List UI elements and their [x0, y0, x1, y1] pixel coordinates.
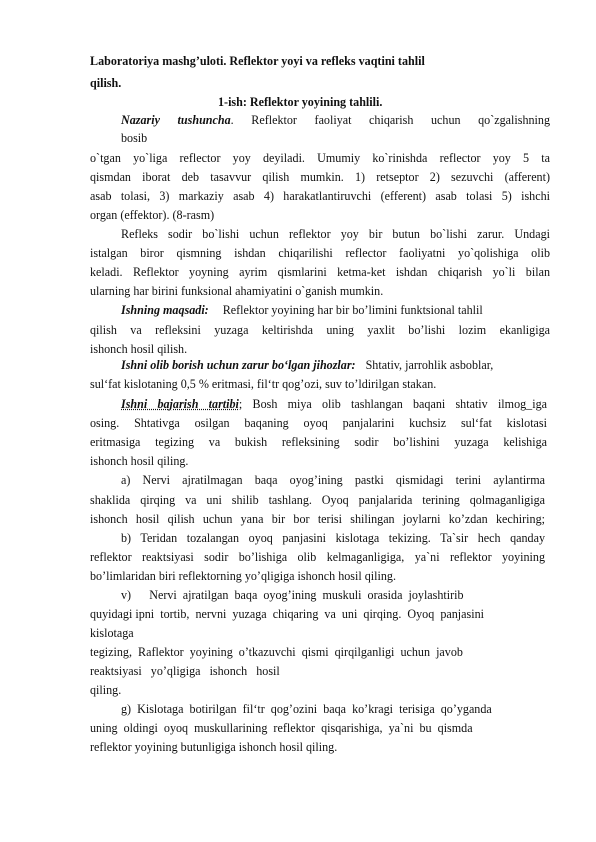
maqsad-line-3: ishonch hosil qilish. [90, 342, 188, 356]
step-v-line-3: kislotaga [90, 626, 134, 640]
jihozlar-line-1: Ishni olib borish uchun zarur bo‘lgan jihozlar: Shtativ, jarrohlik asboblar, [121, 358, 494, 372]
step-b-line-3: bo’limlaridan biri reflektorning yo’qligiga ishonch hosil qiling. [90, 569, 396, 583]
refleks-line-2: istalgan biror qismning ishdan chiqarilishi reflector faoliyatni yo`qolishiga olib [90, 246, 550, 260]
step-a-line-1: a) Nervi ajratilmagan baqa oyog’ining pastki qismidagi terini aylantirma [121, 473, 545, 487]
step-g-line-1: g) Kislotaga botirilgan fil‘tr qog’ozini baqa ko’kragi terisiga qo’yganda [121, 702, 492, 716]
nazariy-line-5: asab tolasi, 3) markaziy asab 4) harakatlantiruvchi (efferent) asab tolasi 5) ishchi [90, 189, 550, 203]
refleks-line-3: keladi. Reflektor yoyning ayrim qismlarini ketma-ket ishdan chiqarish yo`li bilan [90, 265, 550, 279]
jihozlar-line-2: sul‘fat kislotaning 0,5 % eritmasi, fil‘tr qog’ozi, suv to’ldirilgan stakan. [90, 377, 437, 391]
step-b-line-2: reflektor reaktsiyasi sodir bo’lishiga olib kelmaganligiga, ya`ni reflektor yoyining [90, 550, 545, 564]
section-title: 1-ish: Reflektor yoyining tahlili. [218, 95, 383, 109]
step-v-line-2: quyidagi ipni tortib, nervni yuzaga chiqaring va uni qirqing. Oyoq panjasini [90, 607, 484, 621]
nazariy-line-4: qismdan iborat deb tasavvur qilish mumkin. 1) retseptor 2) sezuvchi (afferent) [90, 170, 550, 184]
step-b-line-1: b) Teridan tozalangan oyoq panjasini kislotaga tekizing. Ta`sir hech qanday [121, 531, 545, 545]
maqsad-line-2: qilish va refleksini yuzaga keltirishda uning yaxlit bo’lishi lozim ekanligiga [90, 323, 550, 337]
nazariy-line-6: organ (effektor). (8-rasm) [90, 208, 215, 222]
tartibi-line-3: eritmasiga tegizing va bukish refleksining sodir bo’lishini yuzaga kelishiga [90, 435, 547, 449]
document-title-continuation: qilish. [90, 76, 122, 90]
refleks-line-1: Refleks sodir bo`lishi uchun reflektor yoy bir butun bo`lishi zarur. Undagi [121, 227, 550, 241]
nazariy-line-1: Nazariy tushuncha. Reflektor faoliyat chiqarish uchun qo`zgalishning [121, 113, 550, 127]
maqsad-label: Ishning maqsadi: [121, 303, 209, 317]
step-g-line-3: reflektor yoyining butunligiga ishonch hosil qiling. [90, 740, 338, 754]
step-a-line-3: ishonch hosil qilish uchun yana bir bor terisi shilingan joylarni ko’zdan kechiring; [90, 512, 545, 526]
refleks-line-4: ularning har birini funksional ahamiyatini o`ganish mumkin. [90, 284, 384, 298]
step-v-line-4: tegizing, Raflektor yoyining o’tkazuvchi qismi qirqilganligi uchun javob [90, 645, 463, 659]
step-v-line-6: qiling. [90, 683, 122, 697]
tartibi-line-2: osing. Shtativga osilgan baqaning oyoq panjalarini kuchsiz sul‘fat kislotasi [90, 416, 547, 430]
step-a-line-2: shaklida qirqing va uni shilib tashlang. Oyoq panjalarida terining qolmaganligiga [90, 493, 545, 507]
maqsad-line-1: Ishning maqsadi: Reflektor yoyining har bir bo’limini funktsional tahlil [121, 303, 483, 317]
document-title: Laboratoriya mashg’uloti. Reflektor yoyi va refleks vaqtini tahlil [90, 54, 425, 68]
tartibi-label: Ishni bajarish tartibi [121, 397, 239, 411]
jihozlar-label: Ishni olib borish uchun zarur bo‘lgan jihozlar: [121, 358, 356, 372]
nazariy-label: Nazariy tushuncha [121, 113, 231, 127]
step-v-line-5: reaktsiyasi yo’qligiga ishonch hosil [90, 664, 280, 678]
nazariy-line-3: o`tgan yo`liga reflector yoy deyiladi. Umumiy ko`rinishda reflector yoy 5 ta [90, 151, 550, 165]
tartibi-line-4: ishonch hosil qiling. [90, 454, 189, 468]
step-v-line-1: v) Nervi ajratilgan baqa oyog’ining muskuli orasida joylashtirib [121, 588, 464, 602]
nazariy-line-2: bosib [121, 131, 148, 145]
step-g-line-2: uning oldingi oyoq muskullarining reflektor qisqarishiga, ya`ni bu qismda [90, 721, 473, 735]
tartibi-line-1: Ishni bajarish tartibi; Bosh miya olib tashlangan baqani shtativ ilmog_iga [121, 397, 547, 411]
